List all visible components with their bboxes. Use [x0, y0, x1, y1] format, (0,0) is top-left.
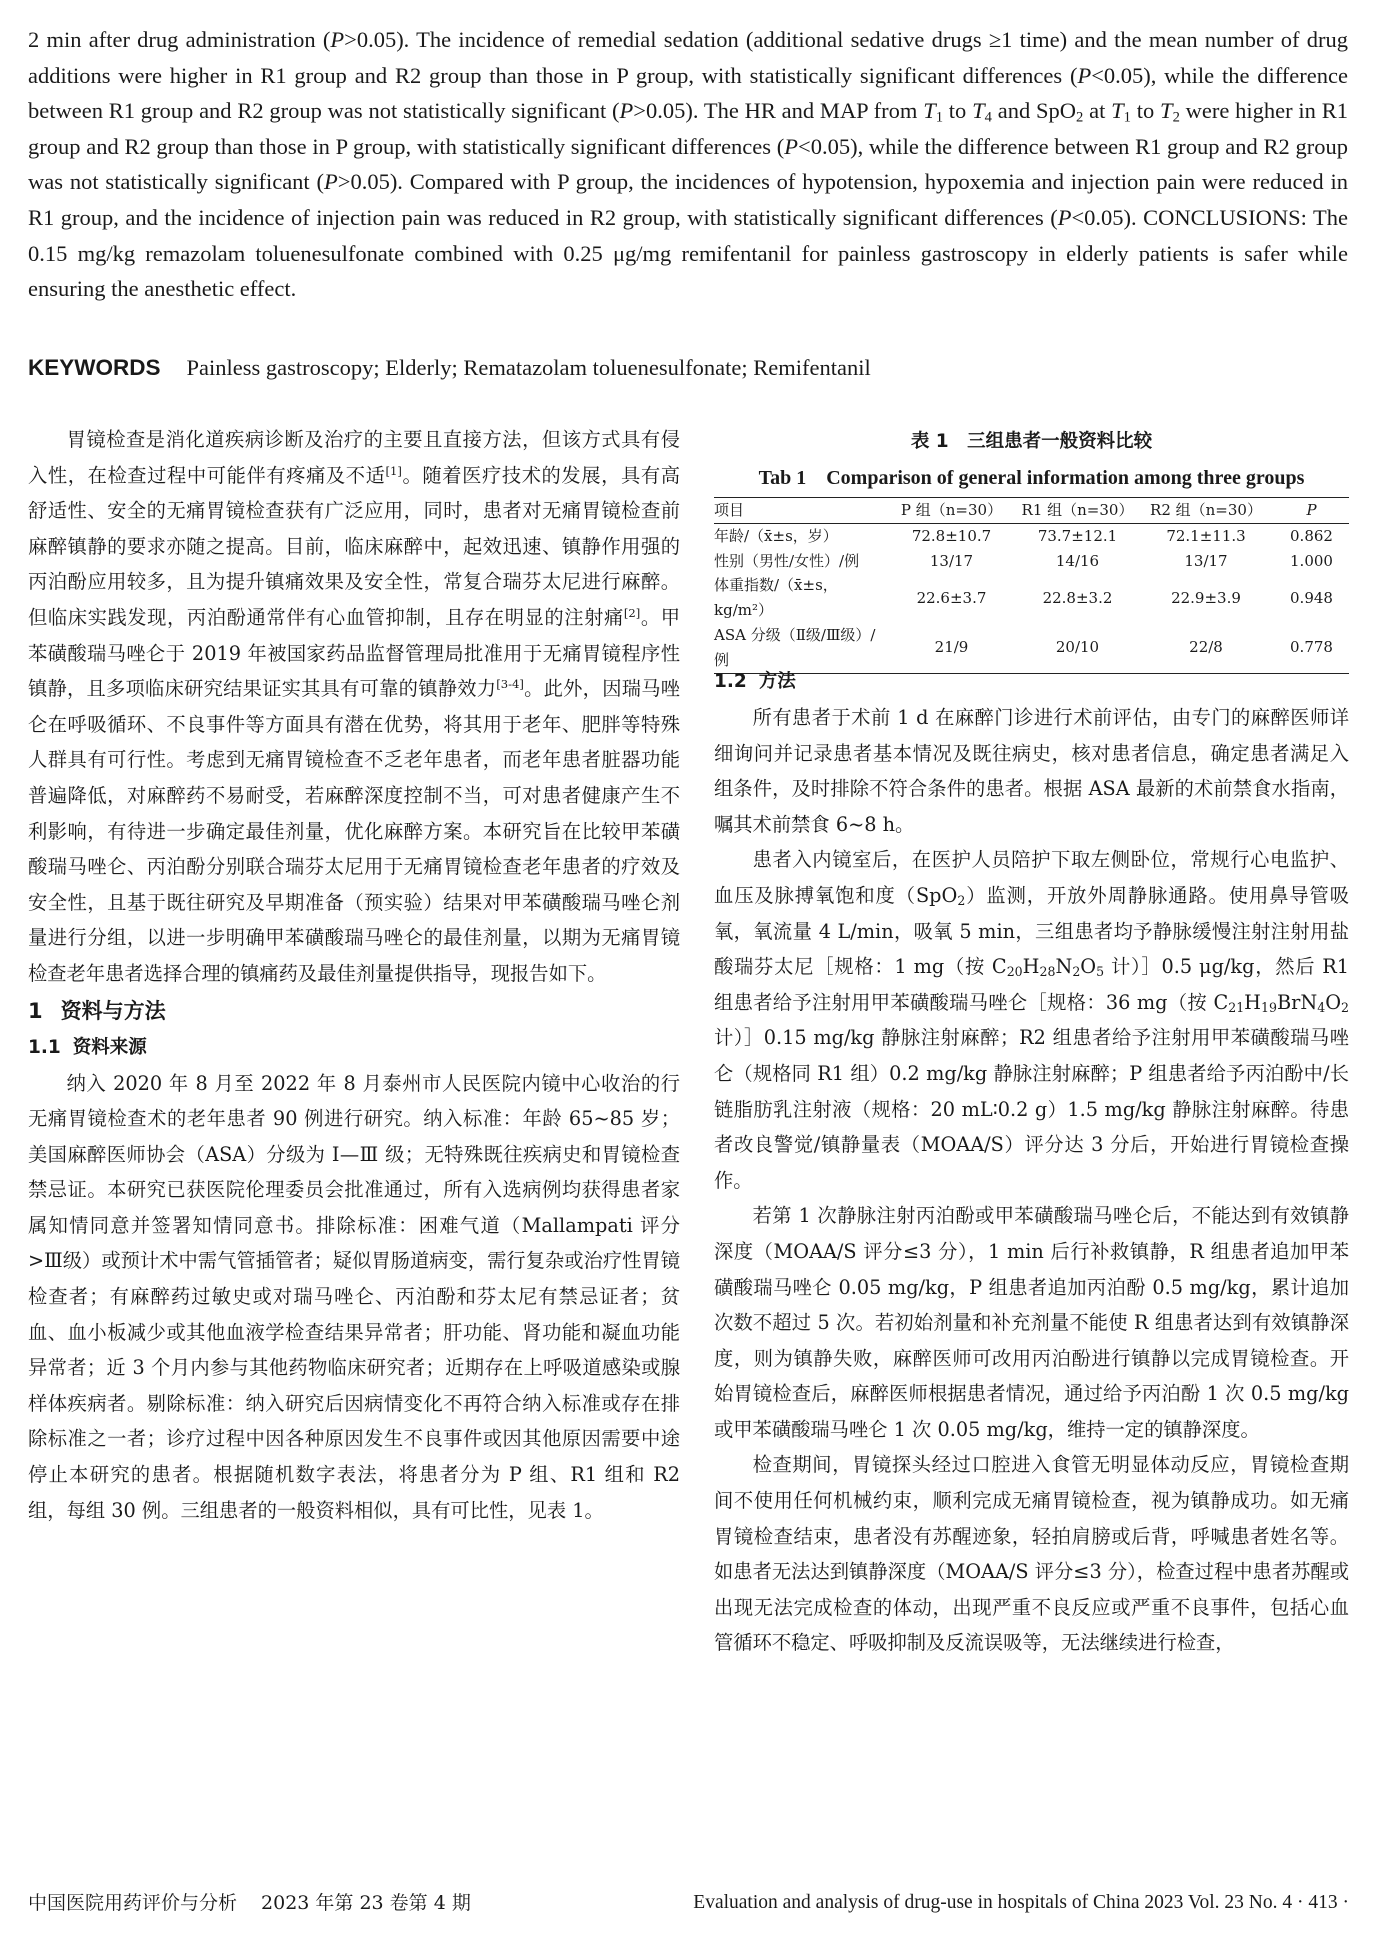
method-paragraph-4: 检查期间，胃镜探头经过口腔进入食管无明显体动反应，胃镜检查期间不使用任何机械约束，顺利完成无痛胃镜检查，视为镇静成功。如无痛胃镜检查结束，患者没有苏醒迹象，轻拍肩膀或后背，呼喊患者姓名等。如患者无法达到镇静深度（MOAA/S 评分≤3 分），检查过程中患者苏醒或出现无法完成检查的体动，出现严重不良反应或严重不良事件，包括心血管循环不稳定、呼吸抑制及反流误吸等，无法继续进行检查， — [714, 1453, 1349, 1655]
p-symbol: P — [1306, 501, 1317, 519]
header-cell: R2 组（n=30） — [1138, 498, 1274, 524]
table-cell: 22.9±3.9 — [1171, 588, 1241, 607]
table-cell: 0.778 — [1274, 623, 1349, 673]
section-title: 资料来源 — [72, 1036, 147, 1058]
footer-right: Evaluation and analysis of drug-use in hospitals of China 2023 Vol. 23 No. 4 · 413 · — [693, 1892, 1349, 1913]
section-title: 方法 — [758, 671, 796, 692]
table-cell: 性别（男性/女性）/例 — [714, 551, 860, 570]
header-cell: P 组（n=30） — [886, 498, 1017, 524]
table-cell: 13/17 — [1184, 551, 1228, 570]
keywords-line — [28, 350, 1348, 385]
keywords-label: KEYWORDS — [28, 355, 161, 380]
section-1-1-heading — [28, 1030, 680, 1066]
section-number: 1.2 — [714, 671, 747, 692]
header-cell: R1 组（n=30） — [1017, 498, 1138, 524]
table-cell: 0.862 — [1290, 526, 1333, 545]
table-cell: 13/17 — [929, 551, 974, 570]
table-cn-title: 表 1 三组患者一般资料比较 — [910, 431, 1153, 452]
general-info-table — [714, 497, 1349, 674]
table-cell: 22.8±3.2 — [1042, 588, 1113, 607]
table-cell: 1.000 — [1290, 551, 1333, 570]
method-paragraph-1: 所有患者于术前 1 d 在麻醉门诊进行术前评估，由专门的麻醉医师详细询问并记录患者基本情况及既往病史，核对患者信息，确定患者满足入组条件，及时排除不符合条件的患者。根据 ASA 最新的术前禁食水指南，嘱其术前禁食 6~8 h。 — [714, 706, 1349, 836]
table-cell: 体重指数/（x̄±s，kg/m²） — [714, 576, 838, 620]
method-paragraph-3: 若第 1 次静脉注射丙泊酚或甲苯磺酸瑞马唑仑后，不能达到有效镇静深度（MOAA/S 评分≤3 分），1 min 后行补救镇静，R 组患者追加甲苯磺酸瑞马唑仑 0.05 mg/kg，P 组患者追加丙泊酚 0.5 mg/kg，累计追加次数不超过 5 次。若初始剂量和补充剂量不能使 R 组患者达到有效镇静深度，则为镇静失败，麻醉医师可改用丙泊酚进行镇静以完成胃镜检查。开始胃镜检查后，麻醉医师根据患者情况，通过给予丙泊酚 1 次 0.5 mg/kg 或甲苯磺酸瑞马唑仑 1 次 0.05 mg/kg，维持一定的镇静深度。 — [714, 1204, 1349, 1441]
keywords-list: Painless gastroscopy; Elderly; Rematazolam toluenesulfonate; Remifentanil — [186, 355, 871, 380]
table-cell: 22.6±3.7 — [916, 588, 987, 607]
table-row — [714, 573, 1349, 623]
table-row — [714, 549, 1349, 574]
section-number: 1.1 — [28, 1036, 61, 1058]
section-1-heading — [28, 993, 680, 1029]
source-paragraph: 纳入 2020 年 8 月至 2022 年 8 月泰州市人民医院内镜中心收治的行无痛胃镜检查术的老年患者 90 例进行研究。纳入标准：年龄 65~85 岁；美国麻醉医师协会（ASA）分级为 Ⅰ—Ⅲ 级；无特殊既往疾病史和胃镜检查禁忌证。本研究已获医院伦理委员会批准通过，所有入选病例均获得患者家属知情同意并签署知情同意书。排除标准：困难气道（Mallampati 评分>Ⅲ级）或预计术中需气管插管者；疑似胃肠道病变，需行复杂或治疗性胃镜检查者；有麻醉药过敏史或对瑞马唑仑、丙泊酚和芬太尼有禁忌证者；贫血、血小板减少或其他血液学检查结果异常者；肝功能、肾功能和凝血功能异常者；近 3 个月内参与其他药物临床研究者；近期存在上呼吸道感染或腺样体疾病者。剔除标准：纳入研究后因病情变化不再符合纳入标准或存在排除标准之一者；诊疗过程中因各种原因发生不良事件或因其他原因需要中途停止本研究的患者。根据随机数字表法，将患者分为 P 组、R1 组和 R2 组，每组 30 例。三组患者的一般资料相似，具有可比性，见表 1。 — [28, 1071, 680, 1522]
table-cell: 22/8 — [1138, 623, 1274, 673]
table-row — [714, 523, 1349, 548]
section-1-2-heading — [714, 664, 1349, 700]
method-paragraph-2: 患者入内镜室后，在医护人员陪护下取左侧卧位，常规行心电监护、血压及脉搏氧饱和度（SpO$_2$）监测，开放外周静脉通路。使用鼻导管吸氧，氧流量 4 L/min，吸氧 5 min，三组患者均予静脉缓慢注射注射用盐酸瑞芬太尼［规格：1 mg（按 $C_{20}H_{28}N_2O_5$ 计）］0.5 μg/kg，然后 R1 组患者给予注射用甲苯磺酸瑞马唑仑［规格：36 mg（按 $C_{21}H_{19}BrN_4O_2$ 计）］0.15 mg/kg 静脉注射麻醉；R2 组患者给予注射用甲苯磺酸瑞马唑仑（规格同 R1 组）0.2 mg/kg 静脉注射麻醉；P 组患者给予丙泊酚中/长链脂肪乳注射液（规格：20 mL∶0.2 g）1.5 mg/kg 静脉注射麻醉。待患者改良警觉/镇静量表（MOAA/S）评分达 3 分后，开始进行胃镜检查操作。 — [714, 848, 1350, 1192]
table-1 — [714, 427, 1349, 674]
table-cell: 72.8±10.7 — [911, 526, 992, 545]
header-cell-p — [1274, 498, 1349, 524]
table-en-title: Tab 1 Comparison of general information among three groups — [758, 467, 1305, 489]
header-cell: 项目 — [714, 498, 886, 524]
table-cell: ASA 分级（Ⅱ级/Ⅲ级）/例 — [714, 623, 886, 673]
journal-name-cn: 中国医院用药评价与分析 — [28, 1892, 238, 1914]
left-column — [28, 422, 680, 1528]
right-column — [714, 664, 1349, 1661]
table-header-row — [714, 498, 1349, 524]
table-cell: 73.7±12.1 — [1037, 526, 1118, 545]
footer-left — [28, 1890, 471, 1916]
table-cell: 72.1±11.3 — [1166, 526, 1246, 545]
table-cell: 年龄/（x̄±s，岁） — [714, 526, 838, 545]
intro-paragraph: 胃镜检查是消化道疾病诊断及治疗的主要且直接方法，但该方式具有侵入性，在检查过程中可能伴有疼痛及不适[1]。随着医疗技术的发展，具有高舒适性、安全的无痛胃镜检查获有广泛应用，同时，患者对无痛胃镜检查前麻醉镇静的要求亦随之提高。目前，临床麻醉中，起效迅速、镇静作用强的丙泊酚应用较多，且为提升镇痛效果及安全性，常复合瑞芬太尼进行麻醉。但临床实践发现，丙泊酚通常伴有心血管抑制，且存在明显的注射痛[2]。甲苯磺酸瑞马唑仑于 2019 年被国家药品监督管理局批准用于无痛胃镜程序性镇静，且多项临床研究结果证实其具有可靠的镇静效力[3-4]。此外，因瑞马唑仑在呼吸循环、不良事件等方面具有潜在优势，将其用于老年、肥胖等特殊人群具有可行性。考虑到无痛胃镜检查不乏老年患者，而老年患者脏器功能普遍降低，对麻醉药不易耐受，若麻醉深度控制不当，可对患者健康产生不利影响，有待进一步确定最佳剂量，优化麻醉方案。本研究旨在比较甲苯磺酸瑞马唑仑、丙泊酚分别联合瑞芬太尼用于无痛胃镜检查老年患者的疗效及安全性，且基于既往研究及早期准备（预实验）结果对甲苯磺酸瑞马唑仑剂量进行分组，以进一步明确甲苯磺酸瑞马唑仑的最佳剂量，以期为无痛胃镜检查老年患者选择合理的镇痛药及最佳剂量提供指导，现报告如下。 — [28, 428, 681, 985]
table-cell: 0.948 — [1290, 588, 1333, 607]
section-title: 资料与方法 — [60, 998, 166, 1023]
volume-info-cn: 2023 年第 23 卷第 4 期 — [261, 1892, 471, 1914]
abstract-text: 2 min after drug administration (P>0.05). The incidence of remedial sedation (additional sedative drugs ≥1 time) and the mean number of drug additions were higher in R1 group and R2 group than those in P group, with statistically significant differences (P<0.05), while the difference between R1 group and R2 group was not statistically significant (P>0.05). The HR and MAP from $T_1$ to $T_4$ and SpO$_2$ at $T_1$ to $T_2$ were higher in R1 group and R2 group than those in P group, with statistically significant differences (P<0.05), while the difference between R1 group and R2 group was not statistically significant (P>0.05). Compared with P group, the incidences of hypotension, hypoxemia and injection pain were reduced in R1 group, and the incidence of injection pain was reduced in R2 group, with statistically significant differences (P<0.05). CONCLUSIONS: The 0.15 mg/kg remazolam toluenesulfonate combined with 0.25 μg/mg remifentanil for painless gastroscopy in elderly patients is safer while ensuring the anesthetic effect. — [28, 27, 1349, 302]
table-cell: 20/10 — [1017, 623, 1138, 673]
section-number: 1 — [28, 998, 43, 1023]
table-cell: 21/9 — [886, 623, 1017, 673]
table-cell: 14/16 — [1055, 551, 1100, 570]
